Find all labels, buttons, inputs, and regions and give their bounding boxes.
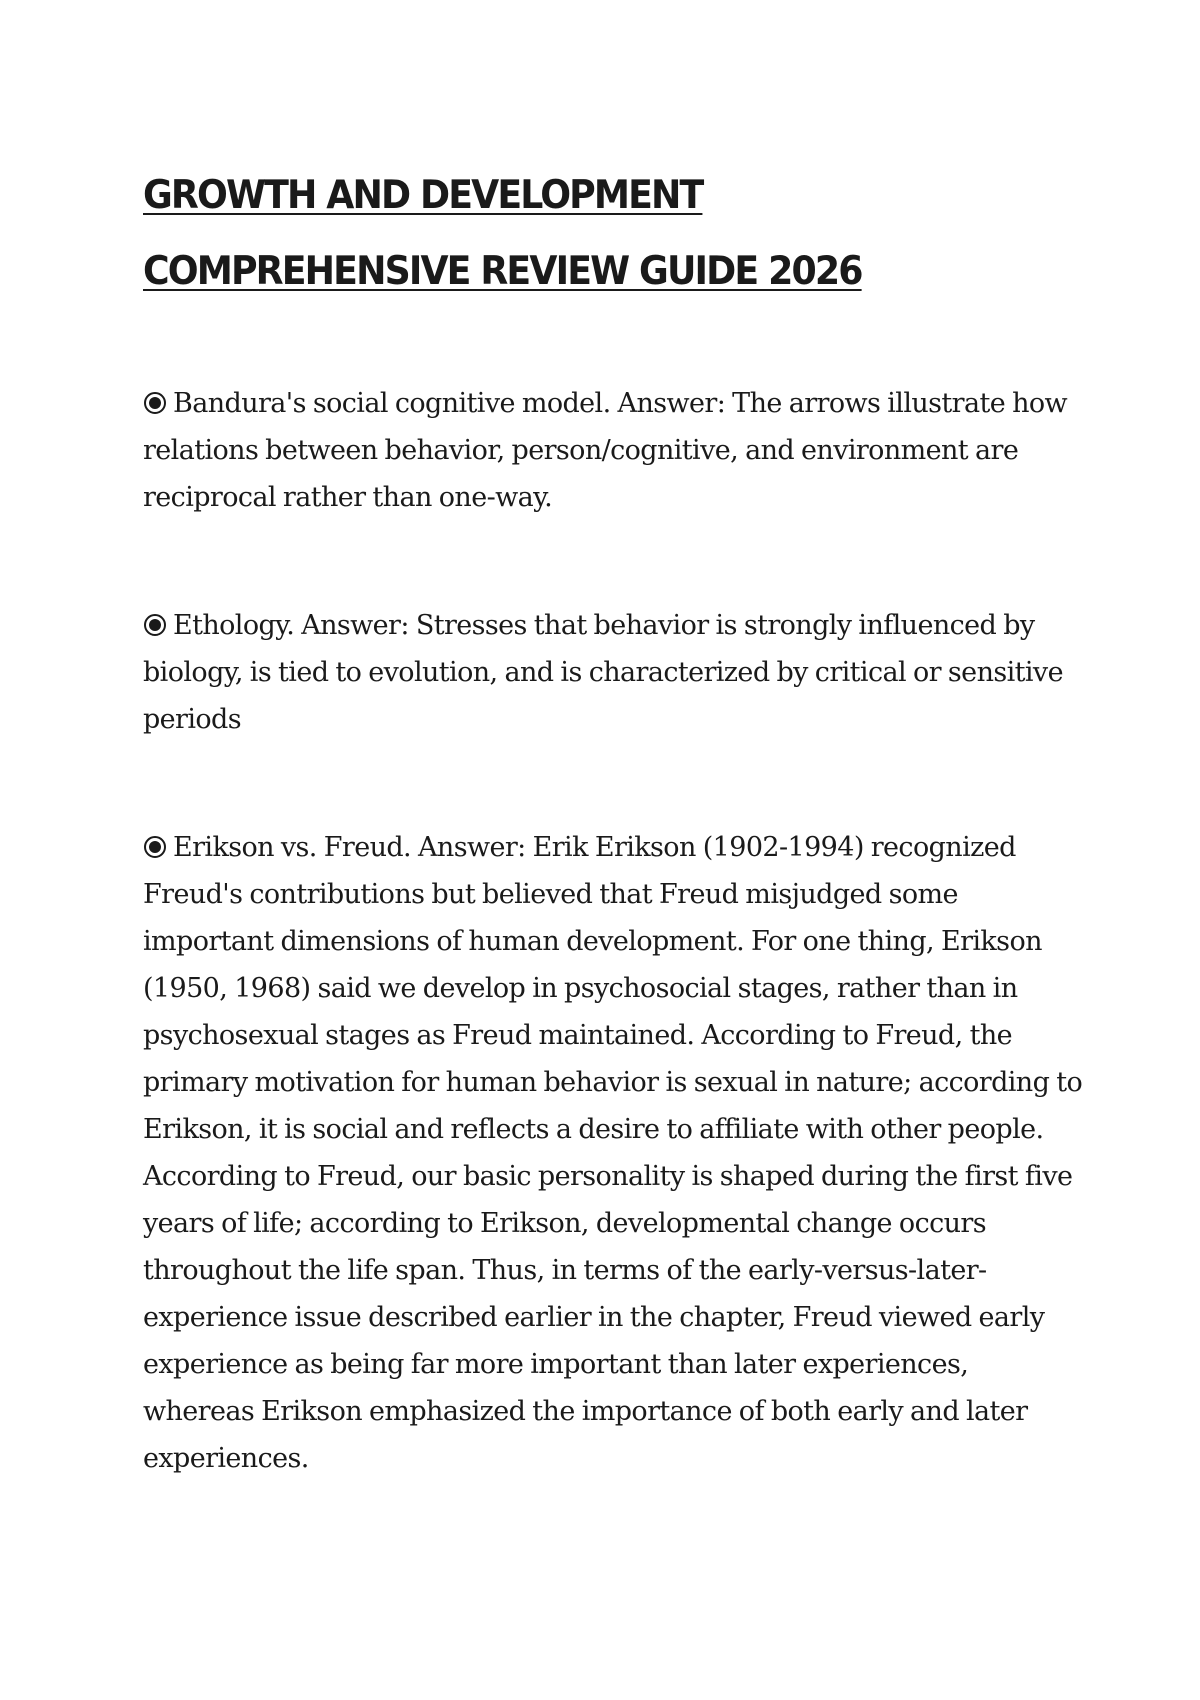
fisheye-bullet-icon bbox=[143, 613, 167, 637]
title-line-1: GROWTH AND DEVELOPMENT bbox=[143, 173, 703, 218]
title-line-2: COMPREHENSIVE REVIEW GUIDE 2026 bbox=[143, 249, 862, 294]
fisheye-bullet-icon bbox=[143, 835, 167, 859]
fisheye-bullet-icon bbox=[143, 391, 167, 415]
qa-entry-bandura bbox=[143, 380, 1083, 521]
document-title bbox=[143, 158, 1063, 310]
qa-entries bbox=[143, 380, 1083, 1482]
qa-entry-ethology bbox=[143, 602, 1083, 743]
qa-entry-text: Bandura's social cognitive model. Answer: The arrows illustrate how relations between behavior, person/cognitive, and environment are reciprocal rather than one-way. bbox=[143, 388, 1068, 513]
qa-entry-erikson-vs-freud bbox=[143, 824, 1083, 1482]
qa-entry-text: Erikson vs. Freud. Answer: Erik Erikson (1902-1994) recognized Freud's contributions but believed that Freud misjudged some important dimensions of human development. For one thing, Erikson (1950, 1968) said we develop in psychosocial stages, rather than in psychosexual stages as Freud maintained. According to Freud, the primary motivation for human behavior is sexual in nature; according to Erikson, it is social and reflects a desire to affiliate with other people. According to Freud, our basic personality is shaped during the first five years of life; according to Erikson, developmental change occurs throughout the life span. Thus, in terms of the early-versus-later-experience issue described earlier in the chapter, Freud viewed early experience as being far more important than later experiences, whereas Erikson emphasized the importance of both early and later experiences. bbox=[143, 832, 1083, 1474]
qa-entry-text: Ethology. Answer: Stresses that behavior is strongly influenced by biology, is tied to evolution, and is characterized by critical or sensitive periods bbox=[143, 610, 1063, 735]
